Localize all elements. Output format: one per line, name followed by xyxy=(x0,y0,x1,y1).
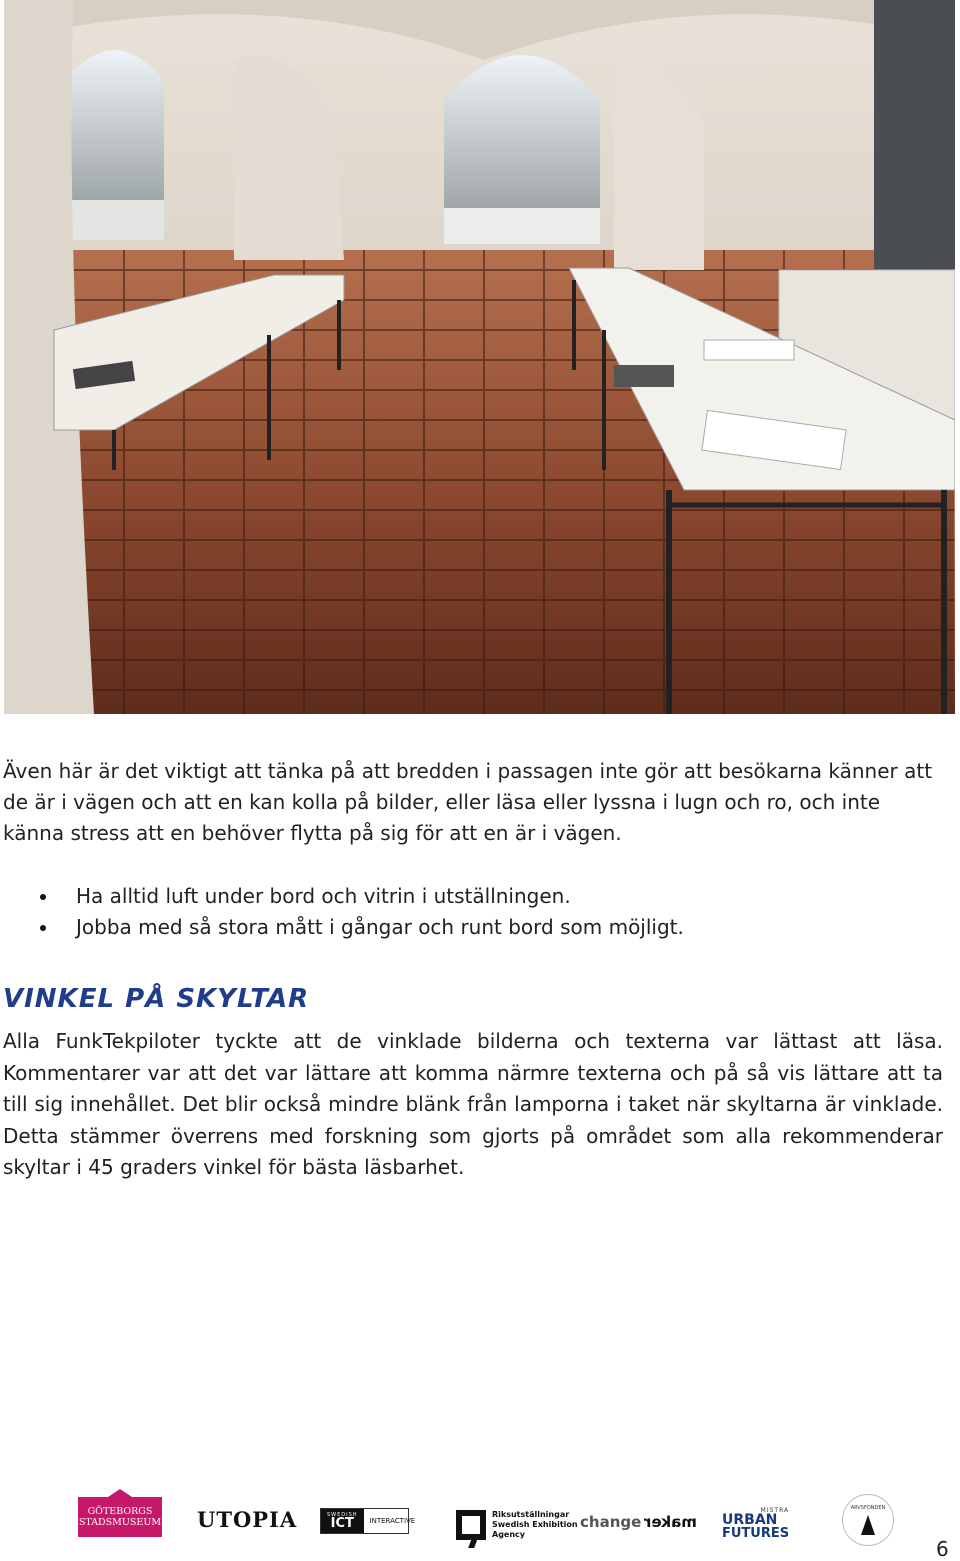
logo-text: Swedish Exhibition xyxy=(492,1520,578,1529)
logo-text: FUTURES xyxy=(722,1525,790,1541)
logo-text: UTOPIA xyxy=(197,1506,298,1532)
logo-text: STADSMUSEUM xyxy=(78,1517,162,1528)
logo-text: ARVSFONDEN xyxy=(850,1505,886,1511)
right-window xyxy=(874,0,955,270)
left-window xyxy=(66,50,164,200)
logo-text: MISTRA xyxy=(760,1506,790,1514)
section-heading: VINKEL PÅ SKYLTAR xyxy=(3,984,310,1014)
arvsfonden-logo xyxy=(842,1494,894,1546)
section-body: Alla FunkTekpiloter tyckte att de vinklade bilderna och texterna var lättast att läsa. Kommentarer var att det var lättare att komma närmre texterna och på så vis lättare att ta till sig innehållet. Det blir också mindre blänk från lamporna i taket när skyltarna är vinklade. Detta stämmer överrens med forskning som gjorts på området som alla rekommenderar skyltar i 45 graders vinkel för bästa läsbarhet. xyxy=(3,1029,943,1179)
logo-text: URBAN xyxy=(722,1511,778,1528)
logo-text: maker xyxy=(644,1513,698,1531)
mistra-urban-futures-logo xyxy=(722,1506,789,1540)
tips-list xyxy=(40,881,684,943)
logo-text: Agency xyxy=(492,1530,525,1539)
goteborgs-stadsmuseum-logo xyxy=(78,1497,162,1537)
figure-icon xyxy=(861,1515,875,1535)
logo-text: INTERACTIVE xyxy=(369,1517,416,1525)
logo-text: GÖTEBORGS xyxy=(87,1506,153,1517)
page-number: 6 xyxy=(936,1537,949,1561)
list-item: Jobba med så stora mått i gångar och runt bord som möjligt. xyxy=(40,912,684,943)
utopia-logo xyxy=(197,1508,297,1530)
exhibition-room-photo xyxy=(4,0,955,714)
square-icon xyxy=(456,1510,486,1540)
swedish-ict-logo xyxy=(320,1508,416,1534)
list-item: Ha alltid luft under bord och vitrin i utställningen. xyxy=(40,881,684,912)
arched-window xyxy=(444,55,600,210)
change-maker-logo xyxy=(580,1512,697,1532)
logo-text: ICT xyxy=(330,1516,354,1531)
intro-paragraph: Även här är det viktigt att tänka på att bredden i passagen inte gör att besökarna känner att de är i vägen och att en kan kolla på bilder, eller läsa eller lyssna i lugn och ro, och inte känna stress att en behöver flytta på sig för att en är i vägen. xyxy=(3,759,933,845)
logo-text: Riksutställningar xyxy=(492,1510,570,1519)
riksutstallningar-logo xyxy=(456,1503,578,1547)
logo-text: change xyxy=(580,1513,642,1531)
logo-text: SWEDISH xyxy=(327,1512,358,1518)
